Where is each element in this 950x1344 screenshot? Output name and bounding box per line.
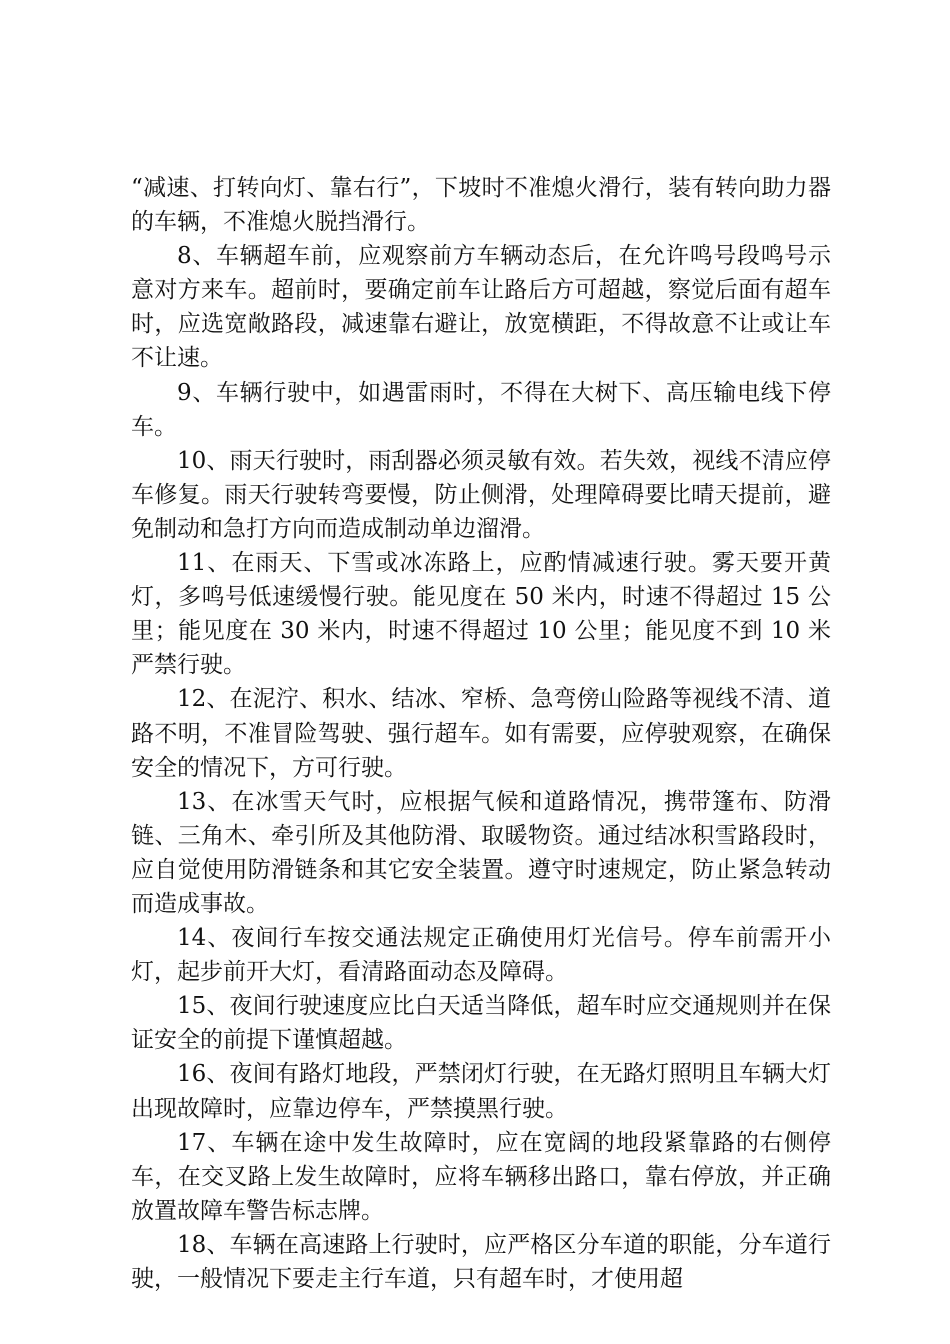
paragraph-item-9: 9、车辆行驶中，如遇雷雨时，不得在大树下、高压输电线下停车。: [131, 379, 831, 440]
paragraph-continued: “减速、打转向灯、靠右行”，下坡时不准熄火滑行，装有转向助力器的车辆，不准熄火脱挡滑行。: [131, 175, 831, 236]
paragraph-item-17: 17、车辆在途中发生故障时，应在宽阔的地段紧靠路的右侧停车，在交叉路上发生故障时，应将车辆移出路口，靠右停放，并正确放置故障车警告标志牌。: [131, 1129, 831, 1224]
paragraph-item-18: 18、车辆在高速路上行驶时，应严格区分车道的职能，分车道行驶，一般情况下要走主行车道，只有超车时，才使用超: [131, 1231, 831, 1292]
document-body: [131, 171, 831, 1296]
paragraph-item-8: 8、车辆超车前，应观察前方车辆动态后，在允许鸣号段鸣号示意对方来车。超前时，要确定前车让路后方可超越，察觉后面有超车时，应选宽敞路段，减速靠右避让，放宽横距，不得故意不让或让车不让速。: [131, 243, 831, 372]
paragraph-item-15: 15、夜间行驶速度应比白天适当降低，超车时应交通规则并在保证安全的前提下谨慎超越。: [131, 993, 831, 1054]
paragraph-item-13: 13、在冰雪天气时，应根据气候和道路情况，携带篷布、防滑链、三角木、牵引所及其他防滑、取暖物资。通过结冰积雪路段时，应自觉使用防滑链条和其它安全装置。遵守时速规定，防止紧急转动而造成事故。: [131, 788, 831, 917]
paragraph-item-10: 10、雨天行驶时，雨刮器必须灵敏有效。若失效，视线不清应停车修复。雨天行驶转弯要慢，防止侧滑，处理障碍要比晴天提前，避免制动和急打方向而造成制动单边溜滑。: [131, 447, 831, 542]
paragraph-item-12: 12、在泥泞、积水、结冰、窄桥、急弯傍山险路等视线不清、道路不明，不准冒险驾驶、强行超车。如有需要，应停驶观察，在确保安全的情况下，方可行驶。: [131, 686, 831, 781]
paragraph-item-14: 14、夜间行车按交通法规定正确使用灯光信号。停车前需开小灯，起步前开大灯，看清路面动态及障碍。: [131, 925, 831, 986]
paragraph-item-16: 16、夜间有路灯地段，严禁闭灯行驶，在无路灯照明且车辆大灯出现故障时，应靠边停车，严禁摸黑行驶。: [131, 1061, 831, 1122]
paragraph-item-11: 11、在雨天、下雪或冰冻路上，应酌情减速行驶。雾天要开黄灯，多鸣号低速缓慢行驶。能见度在 50 米内，时速不得超过 15 公里；能见度在 30 米内，时速不得超过 10 公里；能见度不到 10 米严禁行驶。: [131, 550, 831, 679]
